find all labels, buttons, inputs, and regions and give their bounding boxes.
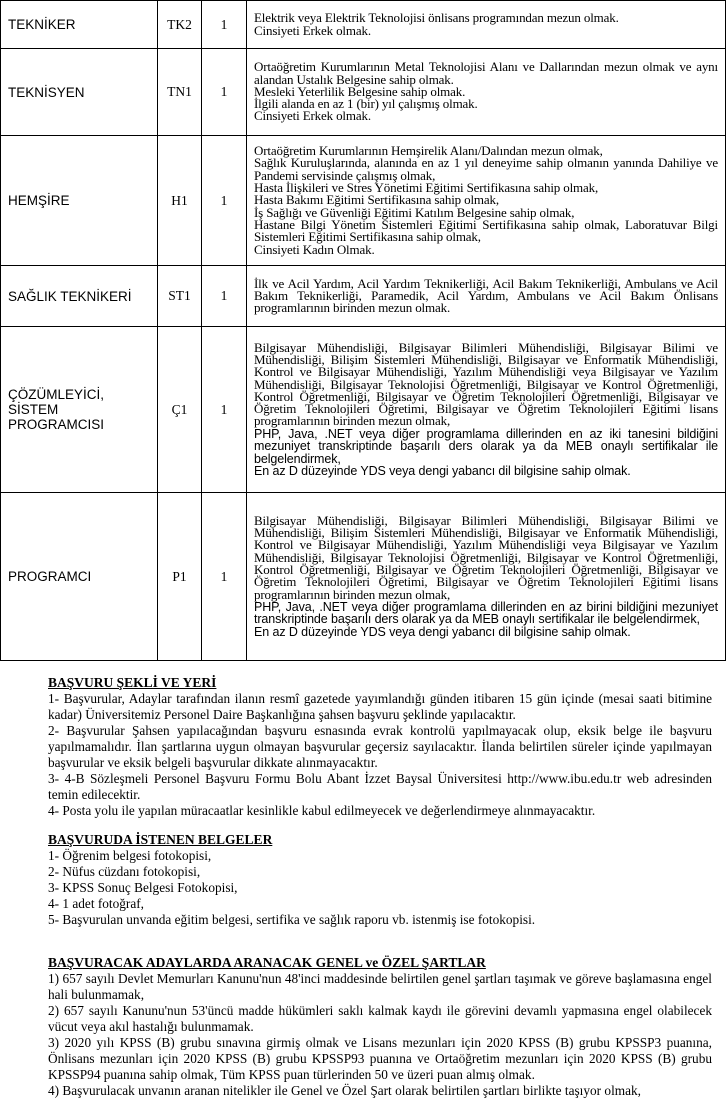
table-row bbox=[1, 1, 726, 49]
position-requirements bbox=[247, 1, 726, 49]
position-code: Ç1 bbox=[158, 327, 202, 493]
section-heading: BAŞVURUDA İSTENEN BELGELER bbox=[48, 832, 273, 847]
requirement-line: Ortaöğretim Kurumlarının Metal Teknolojisi Alanı ve Dallarından mezun olmak ve aynı alandan Ustalık Belgesine sahip olmak. bbox=[254, 59, 718, 87]
conditions-section bbox=[48, 954, 712, 1099]
requirement-line: Hasta İlişkileri ve Stres Yönetimi Eğitimi Sertifikasına sahip olmak, bbox=[254, 180, 599, 196]
section-heading: BAŞVURU ŞEKLİ VE YERİ bbox=[48, 675, 217, 690]
requirement-line: En az D düzeyinde YDS veya dengi yabancı dil bilgisine sahip olmak. bbox=[254, 624, 631, 639]
position-title: TEKNİSYEN bbox=[1, 49, 158, 136]
requirement-line: Cinsiyeti Erkek olmak. bbox=[254, 108, 371, 124]
table-row bbox=[1, 49, 726, 136]
requirement-line: İş Sağlığı ve Güvenliği Eğitimi Katılım Belgesine sahip olmak, bbox=[254, 204, 575, 220]
list-item: 4) Başvurulacak unvanın aranan nitelikler ile Genel ve Özel Şart olarak belirtilen şartları birlikte taşıyor olmak, bbox=[48, 1083, 641, 1098]
position-requirements bbox=[247, 49, 726, 136]
position-title: PROGRAMCI bbox=[1, 493, 158, 661]
requirement-line: İlk ve Acil Yardım, Acil Yardım Teknikerliği, Acil Bakım Teknikerliği, Ambulans ve Acil Bakım Teknikerliği, Paramedik, Acil Yardım, Ambulans ve Acil Bakım Önlisans programlarının birinden mezun olmak. bbox=[254, 275, 718, 316]
requirement-line: İlgili alanda en az 1 (bir) yıl çalışmış olmak. bbox=[254, 96, 478, 112]
requirement-line: Hastane Bilgi Yönetim Sistemleri Eğitimi Sertifikasına sahip olmak, Laboratuvar Bilgi Sistemleri Eğitimi Sertifikasına sahip olmak, bbox=[254, 216, 718, 245]
requirement-line: Cinsiyeti Erkek olmak. bbox=[254, 22, 371, 38]
list-item: 3) 2020 yılı KPSS (B) grubu sınavına girmiş olmak ve Lisans mezunları için 2020 KPSS (B) grubu KPSSP3 puanına, Önlisans mezunları için 2020 KPSS (B) grubu KPSSP93 puanına ve Ortaöğretim mezunları için 2020 KPSS (B) grubu KPSSP94 puanına sahip olmak, Tüm KPSS puan türlerinden 50 ve üzeri puan almış olmak. bbox=[48, 1035, 712, 1082]
position-code: P1 bbox=[158, 493, 202, 661]
table-row bbox=[1, 493, 726, 661]
requirement-line: Hasta Bakımı Eğitimi Sertifikasına sahip olmak, bbox=[254, 192, 499, 208]
position-requirements bbox=[247, 136, 726, 266]
list-item: 1) 657 sayılı Devlet Memurları Kanunu'nun 48'inci maddesinde belirtilen genel şartları taşımak ve göreve başlamasına engel hali bulunmamak, bbox=[48, 971, 712, 1002]
position-requirements bbox=[247, 327, 726, 493]
position-requirements bbox=[247, 493, 726, 661]
requirement-line: PHP, Java, .NET veya diğer programlama dillerinden en az iki tanesini bildiğini mezuniyet transkriptinde başarılı ders olarak ya da MEB onaylı sertifikalar ile belgelendirmek, bbox=[254, 426, 718, 466]
position-count: 1 bbox=[202, 266, 247, 327]
list-item: 4- Posta yolu ile yapılan müracaatlar kesinlikle kabul edilmeyecek ve değerlendirmeye alınmayacaktır. bbox=[48, 803, 596, 818]
documents-section bbox=[48, 831, 712, 928]
table-row bbox=[1, 266, 726, 327]
table-row bbox=[1, 136, 726, 266]
position-title: HEMŞİRE bbox=[1, 136, 158, 266]
list-item: 3- 4-B Sözleşmeli Personel Başvuru Formu Bolu Abant İzzet Baysal Üniversitesi http://www.ibu.edu.tr web adresinden temin edilecektir. bbox=[48, 771, 712, 802]
section-heading: BAŞVURACAK ADAYLARDA ARANACAK GENEL ve ÖZEL ŞARTLAR bbox=[48, 955, 486, 970]
position-code: ST1 bbox=[158, 266, 202, 327]
position-count: 1 bbox=[202, 327, 247, 493]
position-code: TK2 bbox=[158, 1, 202, 49]
application-section bbox=[48, 674, 712, 819]
requirement-line: Ortaöğretim Kurumlarının Hemşirelik Alanı/Dalından mezun olmak, bbox=[254, 143, 603, 159]
list-item: 4- 1 adet fotoğraf, bbox=[48, 896, 144, 911]
position-count: 1 bbox=[202, 1, 247, 49]
list-item: 2- Başvurular Şahsen yapılacağından başvuru esnasında evrak kontrolü yapılmayacak olup, eksik belge ile başvuru yapılmamalıdır. İlan şartlarına uygun olmayan başvurular geçersiz sayılacaktır. İlanda belirtilen süreler içinde yapılmayan başvurular ve eksik belgeli başvurular dikkate alınmayacaktır. bbox=[48, 723, 712, 770]
list-item: 3- KPSS Sonuç Belgesi Fotokopisi, bbox=[48, 880, 238, 895]
requirement-line: En az D düzeyinde YDS veya dengi yabancı dil bilgisine sahip olmak. bbox=[254, 463, 631, 478]
list-item: 2) 657 sayılı Kanunu'nun 53'üncü madde hükümleri saklı kalmak kaydı ile görevini devamlı yapmasına engel olabilecek vücut veya akıl hastalığı bulunmamak. bbox=[48, 1003, 712, 1034]
position-title: ÇÖZÜMLEYİCİ, SİSTEM PROGRAMCISI bbox=[1, 327, 158, 493]
requirement-line: PHP, Java, .NET veya diğer programlama dillerinden en az birini bildiğini mezuniyet transkriptinde başarılı ders olarak ya da MEB onaylı sertifikalar ile belgelendirmek, bbox=[254, 599, 718, 627]
position-code: H1 bbox=[158, 136, 202, 266]
position-title: SAĞLIK TEKNİKERİ bbox=[1, 266, 158, 327]
position-requirements bbox=[247, 266, 726, 327]
position-title: TEKNİKER bbox=[1, 1, 158, 49]
requirement-line: Elektrik veya Elektrik Teknolojisi önlisans programından mezun olmak. bbox=[254, 10, 619, 26]
requirement-line: Cinsiyeti Kadın Olmak. bbox=[254, 241, 375, 257]
list-item: 5- Başvurulan unvanda eğitim belgesi, sertifika ve sağlık raporu vb. istenmiş ise fotokopisi. bbox=[48, 912, 536, 927]
position-count: 1 bbox=[202, 49, 247, 136]
position-code: TN1 bbox=[158, 49, 202, 136]
position-count: 1 bbox=[202, 493, 247, 661]
requirement-line: Sağlık Kuruluşlarında, alanında en az 1 yıl deneyime sahip olmanın yanında Dahiliye ve Pandemi servisinde çalışmış olmak, bbox=[254, 155, 718, 183]
requirement-line: Bilgisayar Mühendisliği, Bilgisayar Bilimleri Mühendisliği, Bilgisayar Bilimi ve Mühendisliği, Bilişim Sistemleri Mühendisliği, Bilgisayar ve Enformatik Mühendisliği, Kontrol ve Bilgisayar Mühendisliği, Yazılım Mühendisliği veya Bilgisayar ve Yazılım Mühendisliği, Bilgisayar Teknolojisi Öğretmenliği, Bilgisayar ve Kontrol Öğretmenliği, Kontrol Öğretmenliği, Bilgisayar ve Öğretim Teknolojileri Öğretmenliği, Bilgisayar ve Öğretim Teknolojileri Öğretimi, Bilgisayar ve Öğretim Teknolojileri Eğitimi lisans programlarının birinden mezun olmak, bbox=[254, 512, 718, 602]
requirement-line: Mesleki Yeterlilik Belgesine sahip olmak. bbox=[254, 83, 466, 99]
table-row bbox=[1, 327, 726, 493]
list-item: 1- Başvurular, Adaylar tarafından ilanın resmî gazetede yayımlandığı günden itibaren 15 gün içinde (mesai saati bitimine kadar) Üniversitemiz Personel Daire Başkanlığına şahsen başvuru şeklinde yapılacaktır. bbox=[48, 691, 712, 722]
position-count: 1 bbox=[202, 136, 247, 266]
announcement-sections bbox=[48, 674, 712, 1099]
list-item: 2- Nüfus cüzdanı fotokopisi, bbox=[48, 864, 201, 879]
requirement-line: Bilgisayar Mühendisliği, Bilgisayar Bilimleri Mühendisliği, Bilgisayar Bilimi ve Mühendisliği, Bilişim Sistemleri Mühendisliği, Bilgisayar ve Enformatik Mühendisliği, Kontrol ve Bilgisayar Mühendisliği, Yazılım Mühendisliği veya Bilgisayar ve Yazılım Mühendisliği, Bilgisayar Teknolojisi Öğretmenliği, Bilgisayar ve Kontrol Öğretmenliği, Kontrol Öğretmenliği, Bilgisayar ve Öğretim Teknolojileri Öğretmenliği, Bilgisayar ve Öğretim Teknolojileri Öğretimi, Bilgisayar ve Öğretim Teknolojileri Eğitimi lisans programlarının birinden mezun olmak, bbox=[254, 339, 718, 429]
list-item: 1- Öğrenim belgesi fotokopisi, bbox=[48, 848, 212, 863]
